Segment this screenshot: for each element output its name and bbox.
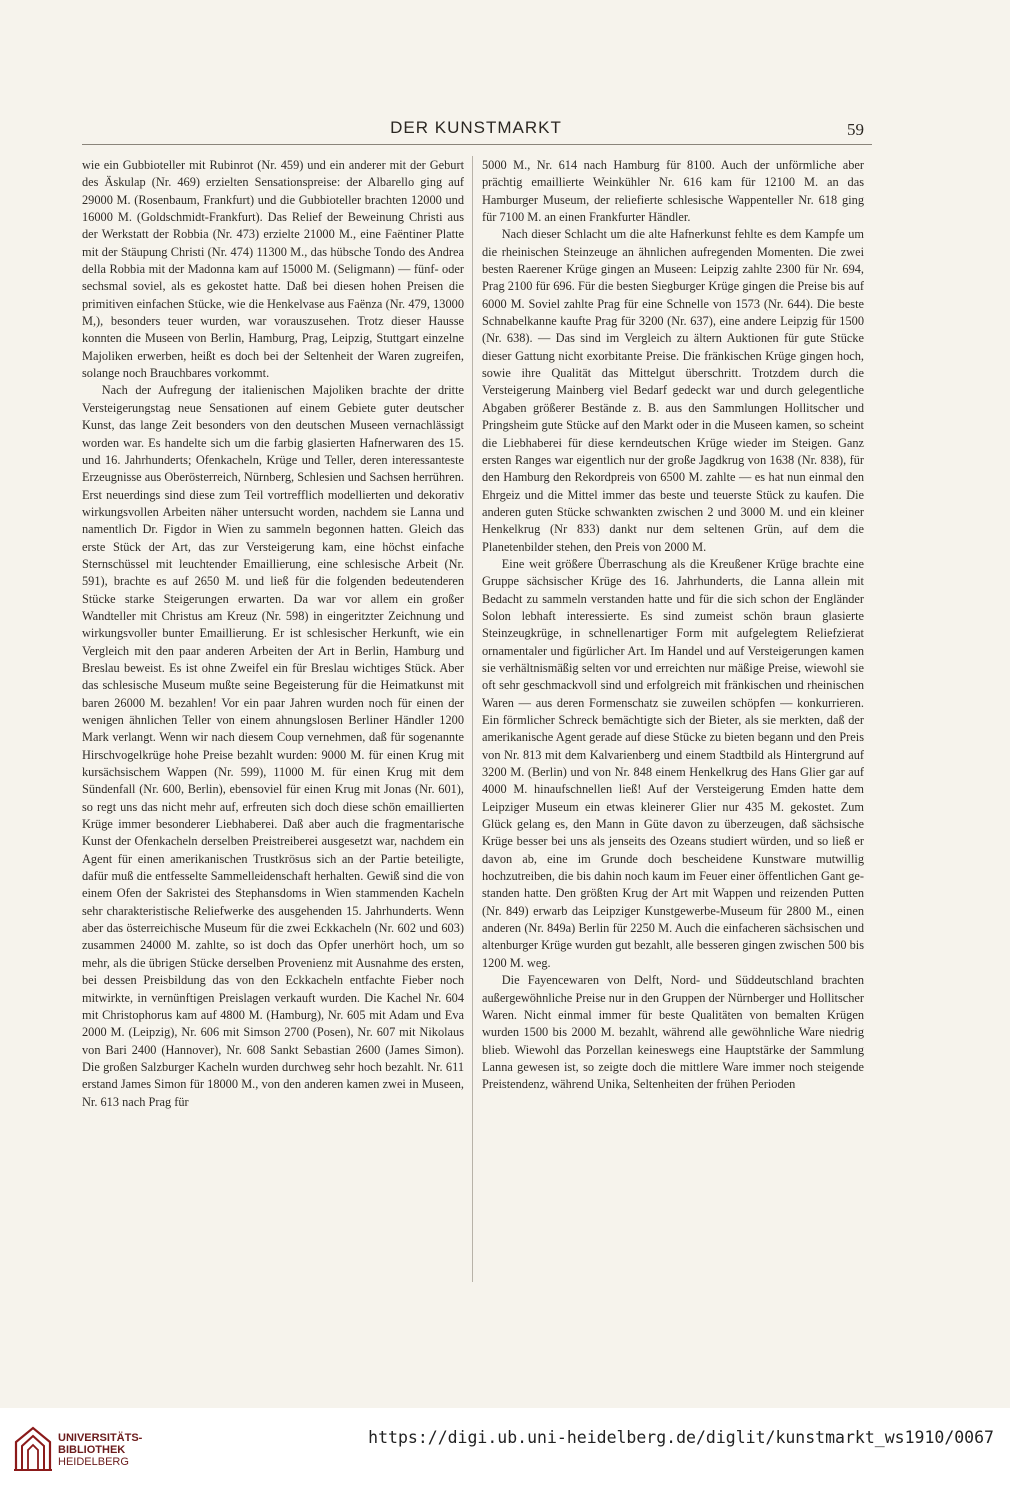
right-paragraph-3: Eine weit größere Überraschung als die Kreußener Krüge brachte eine Gruppe sächsischer Krüge des 16. Jahrhunderts, die Lanna allein mit Bedacht zu sammeln verstanden hatte und für die sich schon der Engländer Solon lebhaft interessierte. Es sind zumeist schön braun glasierte Steinzeugkrüge, in schnellenartiger Form mit aufgelegtem Reliefzierat ornamentaler und figürlicher Art. Im Handel und auf Versteigerungen kamen sie verhältnismäßig selten vor und erreichten nur mäßige Preise, wiewohl sie oft sehr geschmackvoll sind und erfolgreich mit fränkischen und rheinischen Waren — aus deren Formenschatz sie zuweilen schöpfen — konkurrieren. Ein förmlicher Schreck bemächtigte sich der Bieter, als sie merkten, daß der amerikanische Agent gerade auf diese Stücke zu bieten begann und den Preis von Nr. 813 mit dem Kalvarienberg und einem Stadtbild als Hintergrund auf 3200 M. (Berlin) und von Nr. 848 einem Henkelkrug des Hans Glier gar auf 4000 M. hinaufschnellen ließ! Auf der Versteigerung Emden hatte dem Leipziger Museum ein etwas kleinerer Glier nur 435 M. gekostet. Zum Glück gelang es, den Mann in Güte davon zu überzeugen, daß sächsische Krüge besser bei uns als jenseits des Ozeans studiert würden, und so ließ er davon ab, eine im Grunde doch bescheidene Kunstware mutwillig hochzutreiben, die bis dahin noch kaum im Feuer einer öffentlichen Gant gestanden hatte. Den größten Krug der Art mit Wappen und reizenden Putten (Nr. 849) erwarb das Leipziger Kunstgewerbe-Museum für 2800 M., einen anderen (Nr. 849a) Berlin für 2250 M. Auch die einfacheren sächsischen und altenburger Krüge wurden gut bezahlt, alle besseren gingen zwischen 500 bis 1200 M. weg. xyxy=(482,556,864,970)
library-name-line-2: BIBLIOTHEK xyxy=(58,1444,126,1456)
right-paragraph-4: Die Fayencewaren von Delft, Nord- und Süddeutschland brachten außergewöhnliche Preise nur in den Gruppen der Nürnberger und Hollitscher Waren. Nicht einmal immer für beste Qualitäten von bemalten Krügen wurden 1500 bis 2000 M. bezahlt, während alle gewöhnliche Ware niedrig blieb. Wiewohl das Porzellan keineswegs eine Hauptstärke der Sammlung Lanna gewesen ist, so zeigte doch die mittlere Ware immer noch steigende Preistendenz, während Unika, Seltenheiten der frühen Perioden xyxy=(482,973,864,1092)
right-paragraph-2: Nach dieser Schlacht um die alte Hafnerkunst fehlte es dem Kampfe um die rheinischen Steinzeuge an ähnlichen aufregenden Momenten. Die zwei besten Raerener Krüge gingen an Museen: Leipzig zahlte 2300 für Nr. 694, Prag 2100 für 696. Für die besten Siegburger Krüge gingen die Preise bis auf 6000 M. Soviel zahlte Prag für eine Schnelle von 1573 (Nr. 644). Die beste Schnabelkanne kaufte Prag für 3200 (Nr. 637), eine andere Leipzig für 1500 (Nr. 638). — Das sind im Vergleich zu ältern Auktionen für gute Stücke dieser Gattung nicht exorbitante Preise. Die fränkischen Krüge gingen hoch, sowie ihre Qualität das Mittelgut überschritt. Trotzdem durch die Versteigerung Mainberg viel Bedarf gedeckt war und durch gelegentliche Abgaben größerer Bestände z. B. aus den Sammlungen Hollitscher und Pringsheim gute Stücke auf den Markt oder in die Museen kamen, so scheint die Liebhaberei für diese kerndeutschen Krüge wieder im Steigen. Ganz ersten Ranges war eigentlich nur der große Jagdkrug von 1638 (Nr. 838), für den Hamburg den Rekordpreis von 6500 M. zahlte — es hat nun einmal den Ehrgeiz und die Mittel immer das beste und teuerste Stück zu kaufen. Die anderen guten Stücke schwankten zwischen 2 und 3000 M. und ein kleiner Henkelkrug (Nr 833) dankt nur dem seltenen Grün, auf dem die Planetenbilder stehen, den Preis von 2000 M. xyxy=(482,227,864,554)
page-number: 59 xyxy=(847,120,864,139)
right-paragraph-1: 5000 M., Nr. 614 nach Hamburg für 8100. Auch der unförmliche aber prächtig emaillierte Weinkühler Nr. 616 kam für 12100 M. an das Hamburger Museum, der reliefierte schlesische Wappenteller Nr. 618 ging für 7100 M. an einen Frankfurter Händler. xyxy=(482,158,864,225)
running-head: DER KUNSTMARKT xyxy=(390,118,562,137)
library-name-line-3: HEIDELBERG xyxy=(58,1456,129,1468)
university-library-logo-icon xyxy=(12,1424,54,1474)
column-divider xyxy=(472,156,473,1282)
source-url-link[interactable]: https://digi.ub.uni-heidelberg.de/diglit/kunstmarkt_ws1910/0067 xyxy=(368,1428,994,1447)
left-column xyxy=(82,157,464,1111)
left-paragraph-1: wie ein Gubbioteller mit Rubinrot (Nr. 459) und ein anderer mit der Geburt des Äskulap (Nr. 469) erzielten Sensationspreise: der Albarello ging auf 29000 M. (Rosenbaum, Frankfurt) und die Gubbioteller brachten 12000 und 16000 M. (Goldschmidt-Frankfurt). Das Relief der Beweinung Christi aus der Werkstatt der Robbia (Nr. 473) erzielte 21000 M., eine Faëntiner Platte mit der Stäupung Christi (Nr. 474) 11300 M., das hübsche Tondo des Andrea della Robbia mit der Madonna kam auf 15000 M. (Seligmann) — fünf- oder sechsmal soviel, als es gekostet hatte. Daß bei diesen hohen Preisen die primitiven einfachen Stücke, wie die Henkelvase aus Faënza (Nr. 479, 13000 M,), besonders teuer wurden, war vorauszusehen. Trotz dieser Hausse konnten die Museen von Berlin, Hamburg, Prag, Leipzig, Stuttgart einzelne Majoliken erwerben, heißt es doch bei der Seltenheit der Waren zugreifen, solange noch Brauchbares vorkommt. xyxy=(82,158,464,381)
right-column xyxy=(482,157,864,1094)
left-paragraph-2: Nach der Aufregung der italienischen Majoliken brachte der dritte Versteigerungstag neue Sensationen auf einem Gebiete guter deutscher Kunst, das lange Zeit besonders von den deutschen Museen vernachlässigt worden war. Es handelte sich um die farbig glasierten Hafnerwaren des 15. und 16. Jahrhunderts; Ofenkacheln, Krüge und Teller, deren interessanteste Erzeugnisse aus Oberösterreich, Nürnberg, Schlesien und Sachsen herrühren. Erst neuerdings sind diese zum Teil vortrefflich modellierten und dekorativ wirkungsvollen Arbeiten näher untersucht worden, nachdem sie Lanna und namentlich Dr. Figdor in Wien zu sammeln begonnen hatten. Gleich das erste Stück der Art, das zur Versteigerung kam, eine höchst einfache Sternschüssel mit leuchtender Emaillierung, eine schlesische Arbeit (Nr. 591), brachte es auf 2650 M. und ließ für die folgenden bedeutenderen Stücke starke Steigerungen erwarten. Da war vor allem ein großer Wandteller mit Christus am Kreuz (Nr. 598) in eingeritzter Zeichnung und wirkungsvoller bunter Emaillierung. Er ist schlesischer Herkunft, wie ein Vergleich mit den paar anderen Arbeiten der Art in Berlin, Hamburg und Breslau beweist. Es ist ohne Zweifel ein für Breslau wichtiges Stück. Aber das schlesische Museum mußte seine Begeisterung für die Heimatkunst mit baren 26000 M. bezahlen! Vor ein paar Jahren wurden noch für einen der wenigen ähnlichen Teller von einem ahnungslosen Berliner Händler 1200 Mark verlangt. Wenn wir nach diesem Coup vernehmen, daß für sogenannte Hirschvogelkrüge hohe Preise bezahlt wurden: 9000 M. für einen Krug mit kursächsischem Wappen (Nr. 599), 11000 M. für einen Krug mit dem Sündenfall (Nr. 600, Berlin), ebensoviel für einen Krug mit Jonas (Nr. 601), so regt uns das nicht mehr auf, erfreuten sich doch diese schön emaillierten Krüge immer besonderer Liebhaberei. Daß aber auch die fragmentarische Kunst der Ofenkacheln derselben Preistreiberei ausgesetzt war, nachdem ein Agent für einen amerikanischen Trustkrösus sich an der Partie beteiligte, dafür muß die entfesselte Sammelleidenschaft herhalten. Gewiß sind die von einem Ofen der Sakristei des Stephansdoms in Wien stammenden Kacheln sehr charakteristische Reliefwerke des ausgehenden 15. Jahrhunderts. Wenn aber das österreichische Museum für die zwei Eckkacheln (Nr. 602 und 603) zusammen 24000 M. zahlte, so ist doch das Opfer unerhört hoch, um so mehr, als die übrigen Stücke derselben Provenienz mit Ausnahme des ersten, bei dessen Preisbildung das von den Eckkacheln entfachte Fieber noch mitwirkte, in vernünftigen Preislagen verkauft wurden. Die Kachel Nr. 604 mit Christophorus kam auf 4800 M. (Hamburg), Nr. 605 mit Adam und Eva 2000 M. (Leipzig), Nr. 606 mit Simson 2700 (Posen), Nr. 607 mit Nikolaus von Bari 2400 (Hannover), Nr. 608 Sankt Sebastian 2600 (James Simon). Die großen Salzburger Kacheln wurden durchweg sehr hoch bezahlt. Nr. 611 erstand James Simon für 18000 M., von den anderen kamen zwei in Museen, Nr. 613 nach Prag für xyxy=(82,383,464,1109)
footer-bar xyxy=(0,1408,1010,1490)
header-rule xyxy=(82,144,872,145)
library-name xyxy=(58,1432,142,1468)
library-name-line-1: UNIVERSITÄTS- xyxy=(58,1432,143,1444)
